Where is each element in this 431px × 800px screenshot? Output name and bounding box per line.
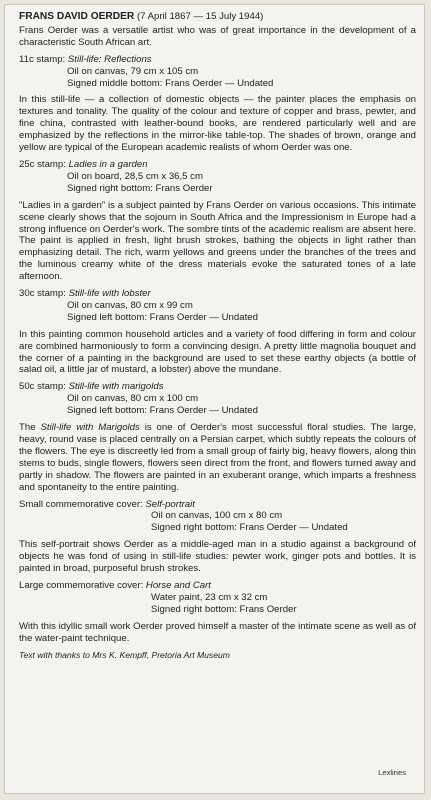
stamp-title-line xyxy=(19,499,416,511)
medium-line: Water paint, 23 cm x 32 cm xyxy=(151,591,268,603)
stamp-title-line xyxy=(19,381,416,393)
description-italic-title: Still-life with Marigolds xyxy=(40,422,140,434)
large-cover-description: With this idyllic small work Oerder proved himself a master of the intimate scene as well as of the water-paint technique. xyxy=(19,620,416,644)
large-cover-details xyxy=(19,580,416,616)
footer-publisher: Lexlines xyxy=(378,768,406,777)
stamp-title-line xyxy=(19,159,416,171)
stamp-25c-description: "Ladies in a garden" is a subject painted by Frans Oerder on various occasions. This intimate scene clearly shows that the sojourn in South Africa and the Impressionism in Europe had a strong influence on Oerder's work. The sombre tints of the academic realism are absent here. The paint is applied in fresh, light brush strokes, bathing the objects in light rather than emphasizing detail. The rich, warm yellows and greens under the branches of the trees and the luminous creamy white of the dress materials evoke the saturated tones of a late afternoon. xyxy=(19,199,416,283)
medium-line: Oil on canvas, 80 cm x 99 cm xyxy=(67,299,193,311)
medium-line: Oil on canvas, 79 cm x 105 cm xyxy=(67,65,199,77)
signature-line: Signed right bottom: Frans Oerder xyxy=(151,603,297,615)
stamp-50c-details xyxy=(19,381,416,417)
medium-line: Oil on canvas, 80 cm x 100 cm xyxy=(67,393,199,405)
stamp-30c-details xyxy=(19,288,416,324)
description-lead: The xyxy=(19,422,41,434)
stamp-title-line xyxy=(19,54,416,66)
stamp-11c-details xyxy=(19,54,416,90)
intro-paragraph: Frans Oerder was a versatile artist who was of great importance in the development of a characteristic South African art. xyxy=(19,24,416,48)
painting-title: Still-life with lobster xyxy=(68,288,151,300)
painting-title: Still-life with marigolds xyxy=(68,381,164,393)
signature-line: Signed right bottom: Frans Oerder xyxy=(67,182,213,194)
stamp-label: 11c stamp: xyxy=(19,53,68,65)
painting-title: Self-portrait xyxy=(145,498,195,510)
signature-line: Signed left bottom: Frans Oerder — Undated xyxy=(67,405,258,417)
stamp-label: 50c stamp: xyxy=(19,381,69,393)
artist-name: FRANS DAVID OERDER xyxy=(19,11,135,22)
painting-title: Horse and Cart xyxy=(145,579,211,591)
credit-line: Text with thanks to Mrs K. Kempff, Pretoria Art Museum xyxy=(19,649,230,660)
stamp-label: 30c stamp: xyxy=(19,288,69,300)
description-body: is one of Oerder's most successful floral studies. The large, heavy, round vase is placed centrally on a Persian carpet, which subtly repeats the colours of the flowers. The eye is discreetly led from a small group of fairly big, heavy flowers, along thin stems to buds, single flowers, flowers seen direct from the front, and flowers turned away and partly in shadow. The flowers are painted in an exuberant orange, which imparts a freshness and spontaneity to the entire painting. xyxy=(19,422,417,493)
signature-line: Signed left bottom: Frans Oerder — Undated xyxy=(67,311,258,323)
stamp-label: 25c stamp: xyxy=(19,158,69,170)
painting-title: Still-life: Reflections xyxy=(67,53,152,65)
stamp-11c-description: In this still-life — a collection of domestic objects — the painter places the emphasis on textures and tonality. The quality of the colour and texture of copper and brass, pewter, and fine china, contrasted with leather-bound books, are rendered particularly well and are emphasized by the reflections in the mirror-like table-top. The shades of brown, orange and yellow are typical of the European academic realists of whom Oerder was one. xyxy=(19,94,416,154)
medium-line: Oil on canvas, 100 cm x 80 cm xyxy=(151,510,283,522)
stamp-30c-description: In this painting common household articles and a variety of food differing in form and colour are combined harmoniously to form a convincing design. A pretty little magnolia bouquet and the corner of a painting in the background are used to set these earthy objects (a bottle of salad oil, a little jar of mustard, a lobster) above the mundane. xyxy=(19,328,416,376)
medium-line: Oil on board, 28,5 cm x 36,5 cm xyxy=(67,170,203,182)
artist-dates: (7 April 1867 — 15 July 1944) xyxy=(136,11,264,22)
painting-title: Ladies in a garden xyxy=(68,158,148,170)
stamp-label: Large commemorative cover: xyxy=(19,579,146,591)
stamp-title-line xyxy=(19,580,416,592)
document-content xyxy=(19,11,416,661)
document-heading xyxy=(19,11,416,23)
small-cover-description: This self-portrait shows Oerder as a middle-aged man in a studio against a background of objects he was fond of using in still-life studies: pewter work, ginger pots and bottles. It is painted in broad, purposeful brush strokes. xyxy=(19,539,416,575)
stamp-25c-details xyxy=(19,159,416,195)
document-page xyxy=(4,4,425,794)
stamp-title-line xyxy=(19,288,416,300)
stamp-label: Small commemorative cover: xyxy=(19,498,146,510)
signature-line: Signed right bottom: Frans Oerder — Undated xyxy=(151,522,348,534)
signature-line: Signed middle bottom: Frans Oerder — Undated xyxy=(67,77,274,89)
stamp-50c-description xyxy=(19,422,416,493)
small-cover-details xyxy=(19,499,416,535)
